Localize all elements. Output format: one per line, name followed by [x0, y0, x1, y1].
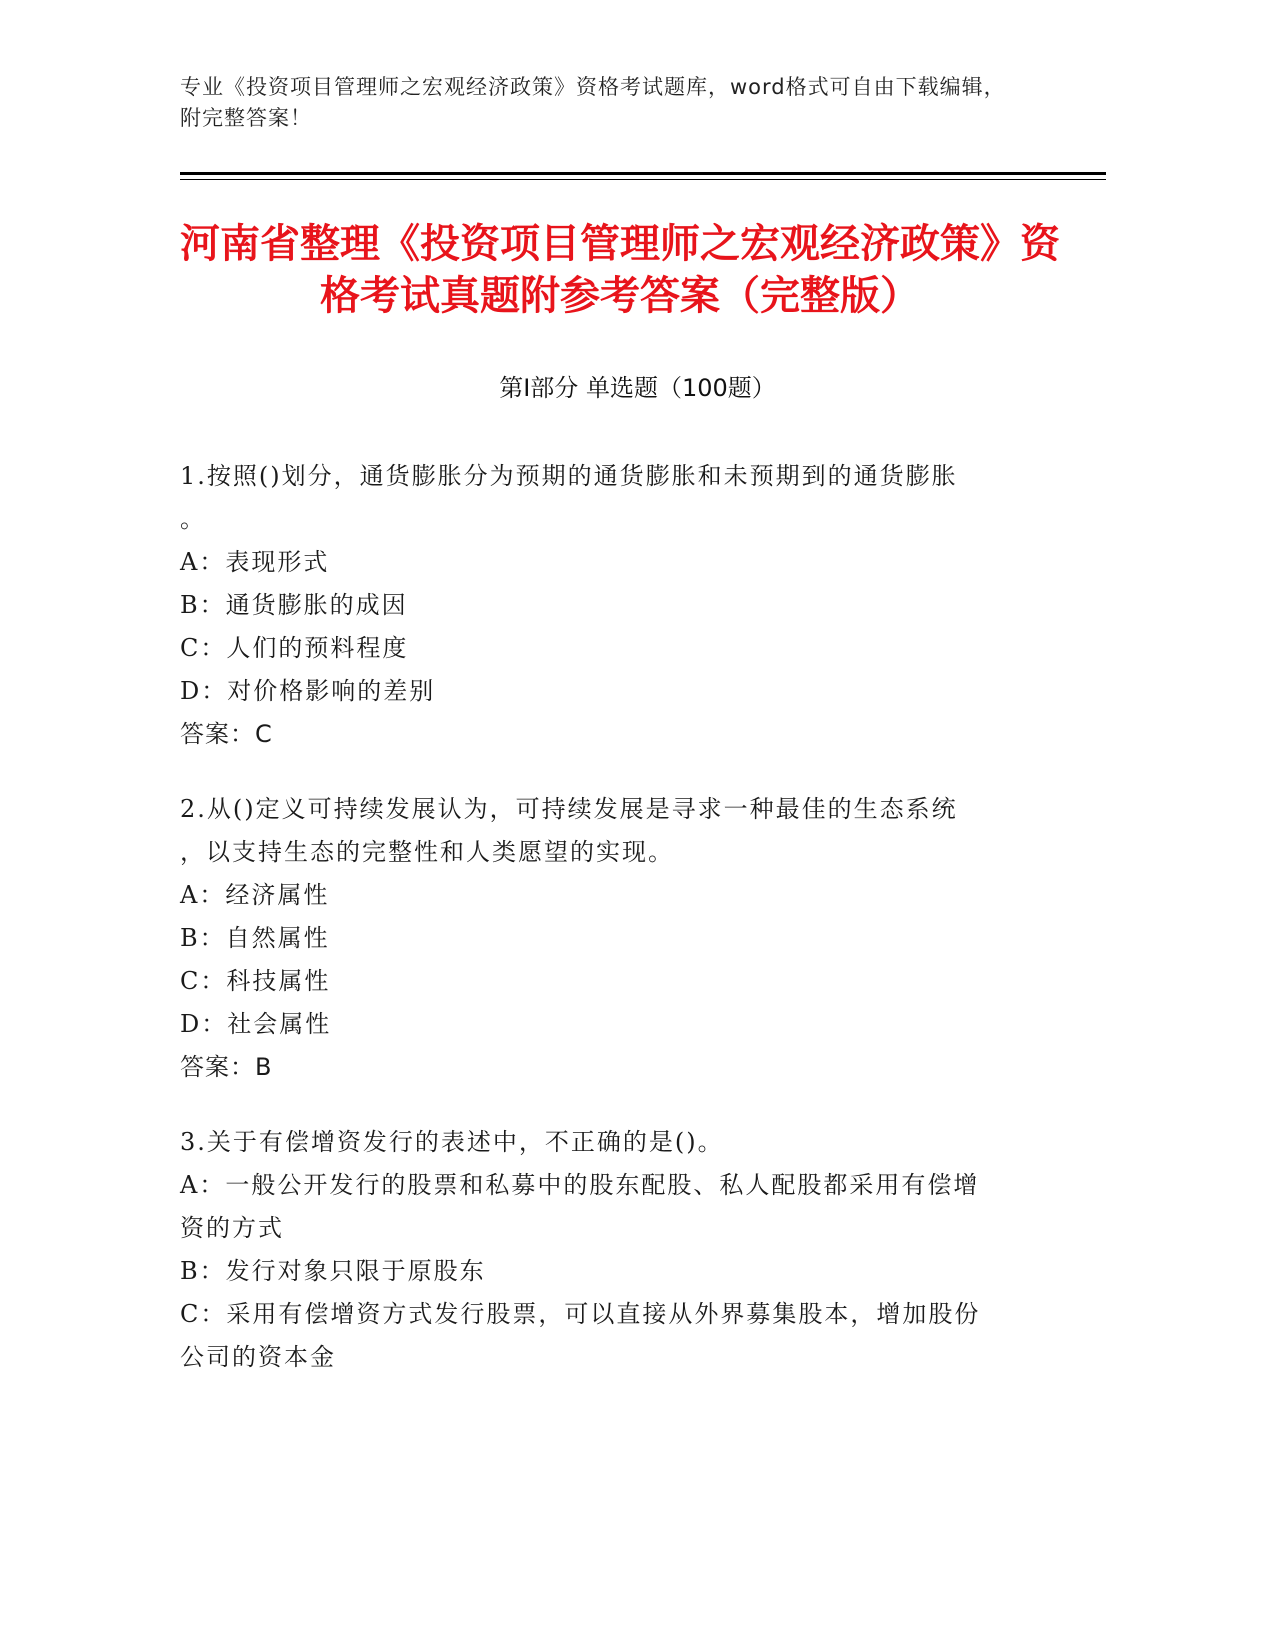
question-2	[180, 788, 1030, 1089]
question-stem: 。	[180, 505, 206, 533]
option-b: B：自然属性	[180, 924, 330, 952]
question-1	[180, 455, 1030, 756]
option-c: C：采用有偿增资方式发行股票，可以直接从外界募集股本，增加股份	[180, 1300, 981, 1328]
document-title: 河南省整理《投资项目管理师之宏观经济政策》资格考试真题附参考答案（完整版）	[180, 221, 1060, 319]
question-stem: ，以支持生态的完整性和人类愿望的实现。	[180, 838, 674, 866]
option-b: B：通货膨胀的成因	[180, 591, 408, 619]
page-header: 专业《投资项目管理师之宏观经济政策》资格考试题库，word格式可自由下载编辑，附完整答案！	[180, 75, 1006, 130]
option-c: C：科技属性	[180, 967, 331, 995]
question-stem: 3.关于有偿增资发行的表述中，不正确的是()。	[180, 1128, 724, 1156]
question-stem: 1.按照()划分，通货膨胀分为预期的通货膨胀和未预期到的通货膨胀	[180, 462, 958, 490]
section-title: 第Ⅰ部分 单选题（100题）	[499, 374, 776, 402]
option-d: D：社会属性	[180, 1010, 332, 1038]
question-list	[180, 455, 1030, 1411]
header-rule-thin	[180, 179, 1106, 180]
answer: 答案：B	[180, 1053, 273, 1081]
question-3	[180, 1121, 1030, 1379]
option-c-continued: 公司的资本金	[180, 1343, 336, 1371]
option-c: C：人们的预料程度	[180, 634, 409, 662]
option-a-continued: 资的方式	[180, 1214, 284, 1242]
option-a: A：一般公开发行的股票和私募中的股东配股、私人配股都采用有偿增	[180, 1171, 980, 1199]
option-a: A：表现形式	[180, 548, 330, 576]
option-b: B：发行对象只限于原股东	[180, 1257, 486, 1285]
question-stem: 2.从()定义可持续发展认为，可持续发展是寻求一种最佳的生态系统	[180, 795, 958, 823]
option-a: A：经济属性	[180, 881, 330, 909]
option-d: D：对价格影响的差别	[180, 677, 436, 705]
answer: 答案：C	[180, 720, 273, 748]
header-rule-thick	[180, 172, 1106, 175]
